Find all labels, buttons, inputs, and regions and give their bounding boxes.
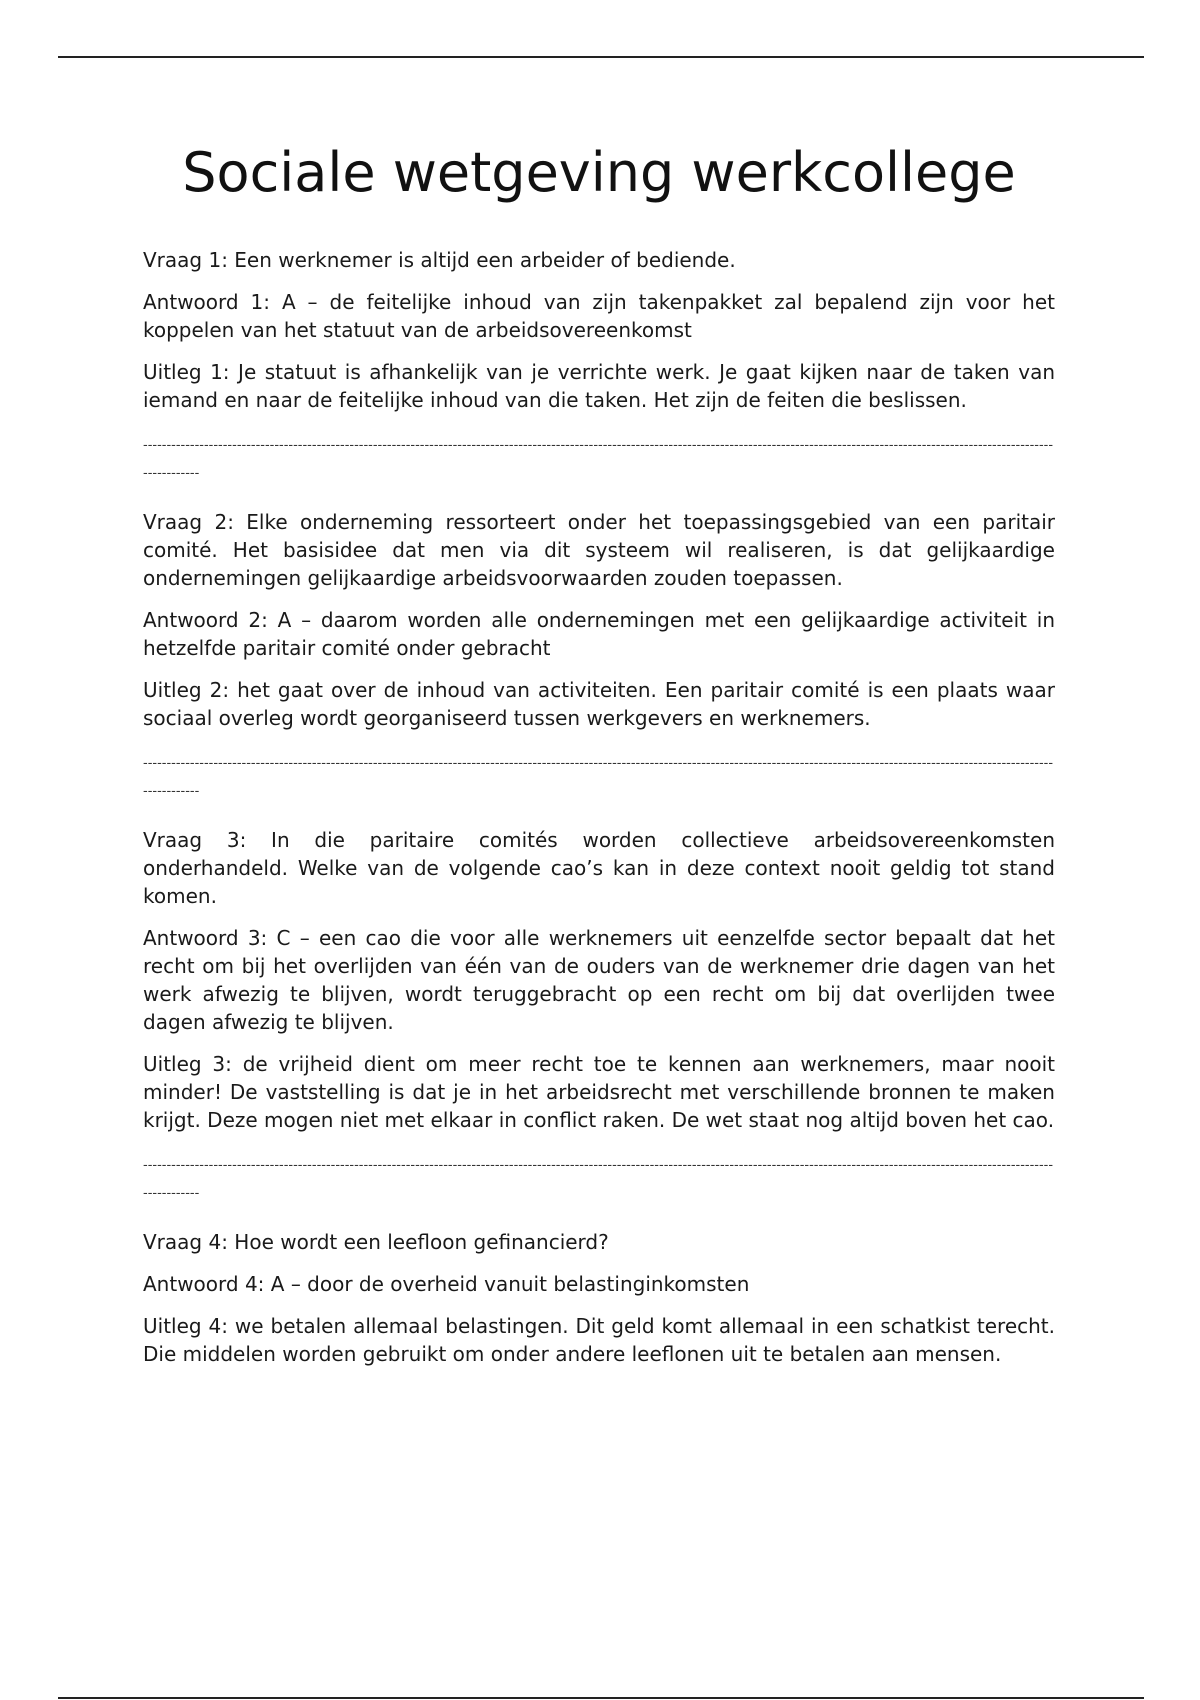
top-rule	[58, 56, 1144, 58]
section-divider-3: --------------------------------------------------------------------------------------------------------------------------------------------------------------------------------------------------------------	[143, 1158, 1054, 1201]
explanation-4: Uitleg 4: we betalen allemaal belastingen. Dit geld komt allemaal in een schatkist terecht. Die middelen worden gebruikt om onder andere leeflonen uit te betalen aan mensen.	[143, 1314, 1055, 1366]
question-2: Vraag 2: Elke onderneming ressorteert onder het toepassingsgebied van een paritair comité. Het basisidee dat men via dit systeem wil realiseren, is dat gelijkaardige ondernemingen gelijkaardige arbeidsvoorwaarden zouden toepassen.	[143, 510, 1055, 590]
question-block-3	[143, 826, 1055, 1134]
document-body	[143, 140, 1055, 1382]
answer-4: Antwoord 4: A – door de overheid vanuit belastinginkomsten	[143, 1272, 750, 1296]
explanation-3: Uitleg 3: de vrijheid dient om meer recht toe te kennen aan werknemers, maar nooit minder! De vaststelling is dat je in het arbeidsrecht met verschillende bronnen te maken krijgt. Deze mogen niet met elkaar in conflict raken. De wet staat nog altijd boven het cao.	[143, 1052, 1055, 1132]
question-block-2	[143, 508, 1055, 732]
question-4: Vraag 4: Hoe wordt een leefloon gefinancierd?	[143, 1230, 609, 1254]
bottom-rule	[58, 1697, 1144, 1699]
question-block-4	[143, 1228, 1055, 1368]
section-divider-2: --------------------------------------------------------------------------------------------------------------------------------------------------------------------------------------------------------------	[143, 756, 1054, 799]
explanation-2: Uitleg 2: het gaat over de inhoud van activiteiten. Een paritair comité is een plaats waar sociaal overleg wordt georganiseerd tussen werkgevers en werknemers.	[143, 678, 1055, 730]
answer-3: Antwoord 3: C – een cao die voor alle werknemers uit eenzelfde sector bepaalt dat het recht om bij het overlijden van één van de ouders van de werknemer drie dagen van het werk afwezig te blijven, wordt teruggebracht op een recht om bij dat overlijden twee dagen afwezig te blijven.	[143, 926, 1055, 1034]
explanation-1: Uitleg 1: Je statuut is afhankelijk van je verrichte werk. Je gaat kijken naar de taken van iemand en naar de feitelijke inhoud van die taken. Het zijn de feiten die beslissen.	[143, 360, 1055, 412]
section-divider-1: --------------------------------------------------------------------------------------------------------------------------------------------------------------------------------------------------------------	[143, 438, 1054, 481]
document-title: Sociale wetgeving werkcollege	[182, 141, 1016, 204]
question-3: Vraag 3: In die paritaire comités worden collectieve arbeidsovereenkomsten onderhandeld. Welke van de volgende cao’s kan in deze context nooit geldig tot stand komen.	[143, 828, 1055, 908]
answer-1: Antwoord 1: A – de feitelijke inhoud van zijn takenpakket zal bepalend zijn voor het koppelen van het statuut van de arbeidsovereenkomst	[143, 290, 1055, 342]
question-block-1	[143, 246, 1055, 414]
question-1: Vraag 1: Een werknemer is altijd een arbeider of bediende.	[143, 248, 736, 272]
answer-2: Antwoord 2: A – daarom worden alle ondernemingen met een gelijkaardige activiteit in hetzelfde paritair comité onder gebracht	[143, 608, 1055, 660]
